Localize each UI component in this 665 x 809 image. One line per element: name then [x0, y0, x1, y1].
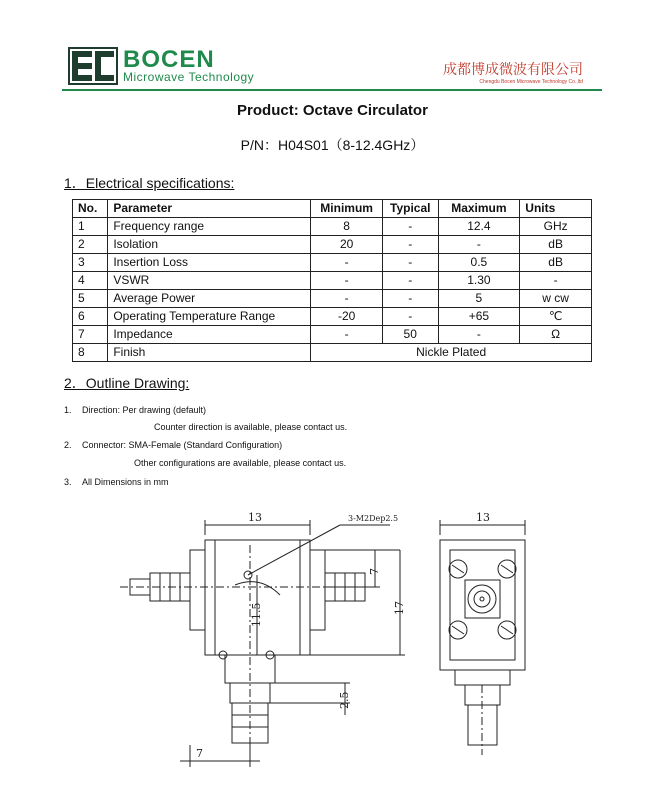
- cell: -: [311, 272, 383, 290]
- col-header-units: Units: [520, 200, 592, 218]
- cell: -: [382, 254, 438, 272]
- note-1: 1. Direction: Per drawing (default): [64, 405, 207, 415]
- col-header-maximum: Maximum: [438, 200, 520, 218]
- cell: -: [382, 308, 438, 326]
- cell: 3: [73, 254, 108, 272]
- company-name-cn: 成都博成微波有限公司: [443, 62, 583, 78]
- dim-11-5: 11.5: [250, 602, 263, 627]
- side-view-body: [440, 540, 525, 670]
- dim-bottom-7: 7: [196, 747, 203, 760]
- cell: -: [520, 272, 592, 290]
- cell: ℃: [520, 308, 592, 326]
- cell: Finish: [108, 344, 311, 362]
- col-header-minimum: Minimum: [311, 200, 383, 218]
- table-row: [73, 344, 592, 362]
- cell: 20: [311, 236, 383, 254]
- cell: 8: [311, 218, 383, 236]
- cell: -: [311, 254, 383, 272]
- col-header-no: No.: [73, 200, 108, 218]
- table-row: [73, 308, 592, 326]
- cell: 4: [73, 272, 108, 290]
- cell: dB: [520, 236, 592, 254]
- header-rule: [62, 89, 602, 91]
- note-3: 3. All Dimensions in mm: [64, 477, 169, 487]
- cell: 2: [73, 236, 108, 254]
- cell: -: [438, 236, 520, 254]
- dim-side-width: 13: [476, 511, 490, 524]
- cell: Ω: [520, 326, 592, 344]
- table-row: [73, 326, 592, 344]
- cell: -: [382, 236, 438, 254]
- table-header-row: [73, 200, 592, 218]
- dim-right-7: 7: [368, 568, 381, 575]
- dim-top-width: 13: [248, 511, 262, 524]
- cell: Frequency range: [108, 218, 311, 236]
- cell: +65: [438, 308, 520, 326]
- cell: 50: [382, 326, 438, 344]
- note-1-detail: Counter direction is available, please contact us.: [154, 422, 348, 432]
- cell: GHz: [520, 218, 592, 236]
- col-header-parameter: Parameter: [108, 200, 311, 218]
- cell: Operating Temperature Range: [108, 308, 311, 326]
- company-name-en: Chengdu Bocen Microwave Technology Co.,ltd: [479, 79, 583, 85]
- table-row: [73, 290, 592, 308]
- cell: 1: [73, 218, 108, 236]
- table-row: [73, 272, 592, 290]
- cell: -: [382, 290, 438, 308]
- col-header-typical: Typical: [382, 200, 438, 218]
- note-2: 2. Connector: SMA-Female (Standard Configuration): [64, 440, 283, 450]
- cell: 8: [73, 344, 108, 362]
- cell: Average Power: [108, 290, 311, 308]
- dim-height-17: 17: [393, 601, 406, 615]
- dim-2-5: 2.5: [338, 691, 351, 709]
- hole-callout: 3-M2Dep2.5: [348, 514, 399, 523]
- outline-drawing: [110, 505, 550, 795]
- cell: Isolation: [108, 236, 311, 254]
- cell: Insertion Loss: [108, 254, 311, 272]
- brand-subtitle: Microwave Technology: [123, 70, 255, 84]
- cell: Impedance: [108, 326, 311, 344]
- cell: -20: [311, 308, 383, 326]
- brand-name: BOCEN: [123, 46, 215, 73]
- cell: 12.4: [438, 218, 520, 236]
- cell: -: [311, 326, 383, 344]
- section-outline-heading: 2．Outline Drawing:: [64, 375, 190, 391]
- cell: -: [438, 326, 520, 344]
- cell: -: [382, 218, 438, 236]
- product-title: Product: Octave Circulator: [237, 102, 428, 119]
- table-row: [73, 236, 592, 254]
- cell: 6: [73, 308, 108, 326]
- cell: 7: [73, 326, 108, 344]
- cell: VSWR: [108, 272, 311, 290]
- cell-finish-value: Nickle Plated: [311, 344, 592, 362]
- bocen-logo-icon: [68, 47, 118, 85]
- part-number: P/N：H04S01（8-12.4GHz）: [240, 137, 425, 153]
- cell: w cw: [520, 290, 592, 308]
- cell: -: [311, 290, 383, 308]
- spec-table: [72, 199, 592, 362]
- cell: 1.30: [438, 272, 520, 290]
- cell: dB: [520, 254, 592, 272]
- table-row: [73, 254, 592, 272]
- cell: 0.5: [438, 254, 520, 272]
- side-connector: [468, 585, 496, 613]
- section-electrical-heading: 1．Electrical specifications:: [64, 175, 235, 191]
- cell: 5: [73, 290, 108, 308]
- table-row: [73, 218, 592, 236]
- note-2-detail: Other configurations are available, please contact us.: [134, 458, 347, 468]
- cell: 5: [438, 290, 520, 308]
- cell: -: [382, 272, 438, 290]
